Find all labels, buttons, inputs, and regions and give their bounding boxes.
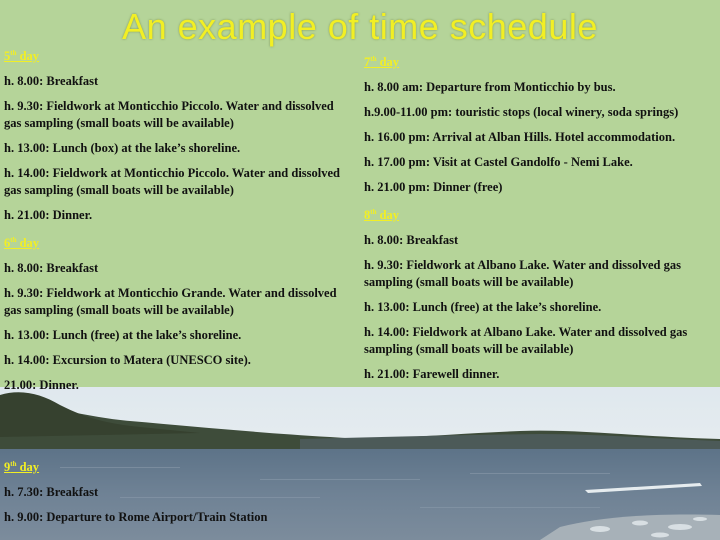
- slide-title: An example of time schedule: [122, 6, 598, 47]
- day-heading: 9th day: [4, 460, 40, 475]
- schedule-item: h. 16.00 pm: Arrival at Alban Hills. Hotel accommodation.: [364, 130, 676, 145]
- schedule-item: 21.00: Dinner.: [4, 378, 79, 393]
- schedule-item: h. 14.00: Fieldwork at Monticchio Piccolo. Water and dissolved gas sampling (small boats will be available): [4, 166, 340, 198]
- schedule-item: h. 14.00: Fieldwork at Albano Lake. Water and dissolved gas sampling (small boats will be available): [364, 325, 688, 357]
- schedule-item: h. 13.00: Lunch (box) at the lake’s shoreline.: [4, 141, 241, 156]
- schedule-right-column: [364, 51, 720, 391]
- schedule-item: h. 9.30: Fieldwork at Albano Lake. Water and dissolved gas sampling (small boats will be available): [364, 258, 681, 290]
- schedule-item: h. 14.00: Excursion to Matera (UNESCO site).: [4, 353, 251, 368]
- schedule-item: h.9.00-11.00 pm: touristic stops (local winery, soda springs): [364, 105, 679, 120]
- schedule-item: h. 13.00: Lunch (free) at the lake’s shoreline.: [4, 328, 242, 343]
- schedule-item: h. 13.00: Lunch (free) at the lake’s shoreline.: [364, 300, 602, 315]
- schedule-item: h. 21.00: Dinner.: [4, 208, 93, 223]
- schedule-item: h. 9.00: Departure to Rome Airport/Train Station: [4, 510, 268, 525]
- schedule-item: h. 7.30: Breakfast: [4, 485, 99, 500]
- day-heading: 5th day: [4, 49, 40, 64]
- day-heading: 8th day: [364, 208, 400, 223]
- schedule-item: h. 8.00: Breakfast: [4, 261, 99, 276]
- schedule-item: h. 8.00: Breakfast: [4, 74, 99, 89]
- schedule-item: h. 17.00 pm: Visit at Castel Gandolfo - Nemi Lake.: [364, 155, 633, 170]
- schedule-left-column: [4, 45, 344, 402]
- day-heading: 7th day: [364, 55, 400, 70]
- schedule-item: h. 21.00 pm: Dinner (free): [364, 180, 503, 195]
- schedule-item: h. 8.00 am: Departure from Monticchio by bus.: [364, 80, 616, 95]
- schedule-item: h. 8.00: Breakfast: [364, 233, 459, 248]
- schedule-item: h. 9.30: Fieldwork at Monticchio Grande. Water and dissolved gas sampling (small boats will be available): [4, 286, 337, 318]
- schedule-item: h. 21.00: Farewell dinner.: [364, 367, 500, 382]
- day-heading: 6th day: [4, 236, 40, 251]
- schedule-bottom-column: [4, 456, 404, 534]
- schedule-item: h. 9.30: Fieldwork at Monticchio Piccolo. Water and dissolved gas sampling (small boats will be available): [4, 99, 334, 131]
